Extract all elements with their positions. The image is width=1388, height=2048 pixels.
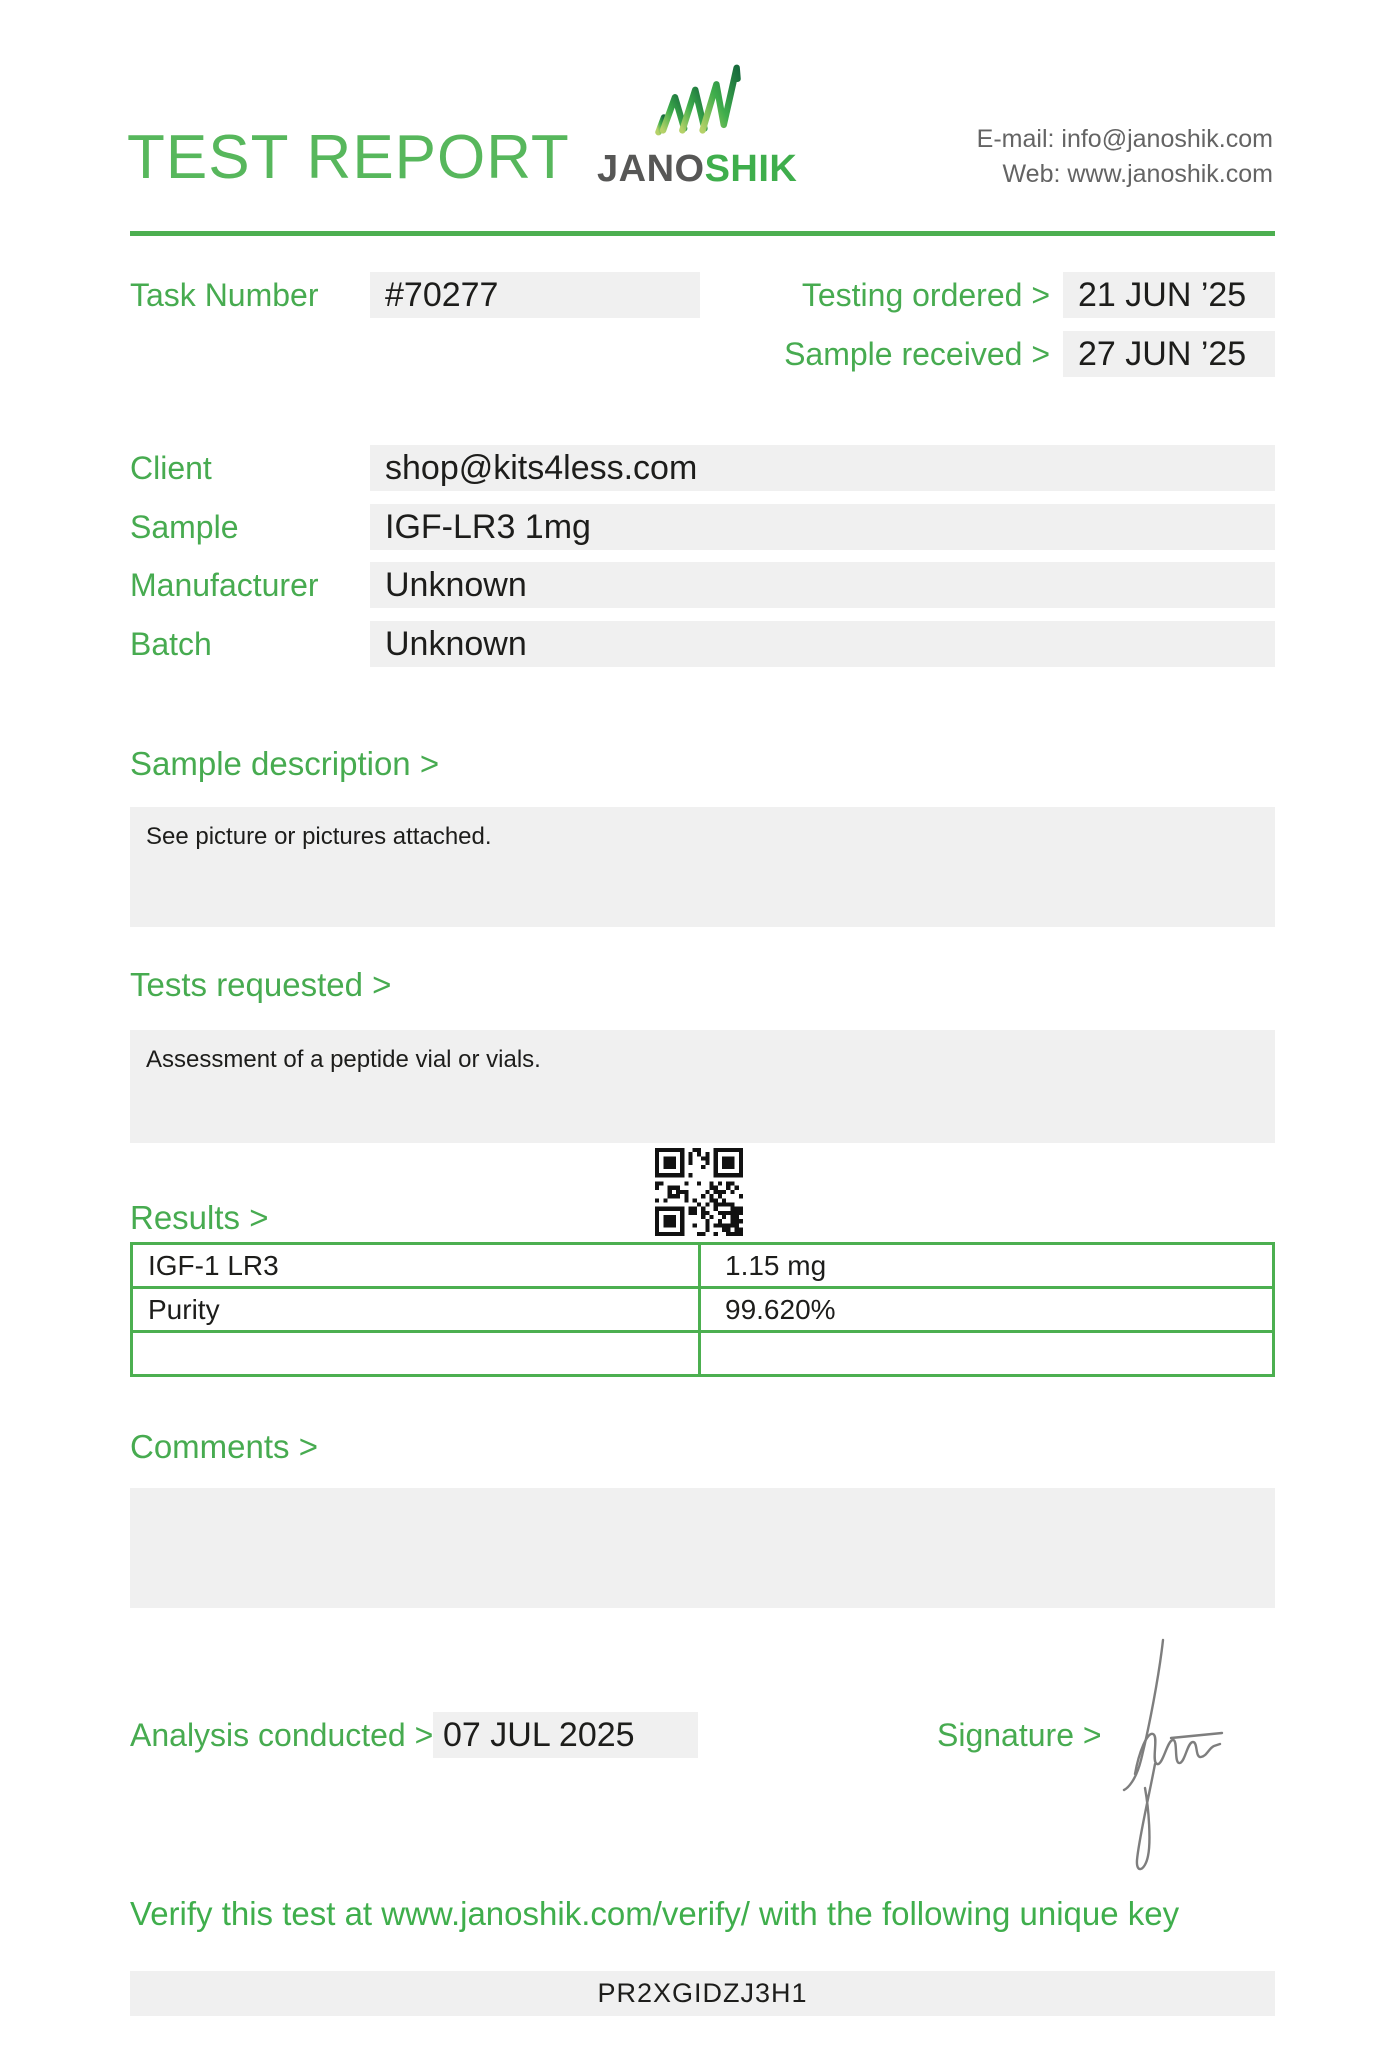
field-label-manufacturer: Manufacturer <box>130 567 319 603</box>
section-heading-results: Results > <box>130 1199 269 1236</box>
logo-word-dark: JANO <box>597 148 705 190</box>
results-table <box>130 1242 1275 1377</box>
janoshik-logo-icon <box>652 60 744 140</box>
field-value-client: shop@kits4less.com <box>385 449 698 487</box>
sample-description-box <box>130 807 1275 927</box>
task-number-value-box <box>370 272 700 318</box>
field-label-batch: Batch <box>130 626 212 662</box>
verify-text: Verify this test at www.janoshik.com/verify/ with the following unique key <box>130 1895 1180 1932</box>
analysis-conducted-label: Analysis conducted > <box>130 1717 434 1753</box>
result-value-cell <box>700 1332 1274 1376</box>
verify-key: PR2XGIDZJ3H1 <box>597 1978 808 2008</box>
header-divider <box>130 231 1275 236</box>
tests-requested-text: Assessment of a peptide vial or vials. <box>146 1046 541 1073</box>
field-value-manufacturer: Unknown <box>385 566 527 604</box>
signature-label: Signature > <box>937 1717 1102 1753</box>
result-value-cell: 99.620% <box>700 1288 1274 1332</box>
comments-box <box>130 1488 1275 1608</box>
result-name-cell: Purity <box>132 1288 700 1332</box>
testing-ordered-value-box <box>1063 272 1275 318</box>
verify-key-box <box>130 1971 1275 2016</box>
table-row <box>132 1288 1274 1332</box>
result-name-cell <box>132 1332 700 1376</box>
field-value-box-sample <box>370 504 1275 550</box>
analysis-date-box <box>433 1712 698 1758</box>
page-title: TEST REPORT <box>127 123 570 192</box>
logo-word-green: SHIK <box>704 148 798 190</box>
contact-email: E-mail: info@janoshik.com <box>976 125 1273 153</box>
signature-image <box>1115 1628 1230 1888</box>
sample-received-value: 27 JUN ’25 <box>1078 335 1247 373</box>
analysis-date-value: 07 JUL 2025 <box>443 1716 635 1754</box>
task-number-label: Task Number <box>130 277 319 313</box>
field-value-box-client <box>370 445 1275 491</box>
table-row <box>132 1332 1274 1376</box>
field-value-sample: IGF-LR3 1mg <box>385 508 591 546</box>
field-value-box-manufacturer <box>370 562 1275 608</box>
result-value-cell: 1.15 mg <box>700 1244 1274 1288</box>
testing-ordered-label: Testing ordered > <box>801 277 1050 313</box>
table-row <box>132 1244 1274 1288</box>
qr-code <box>655 1148 743 1236</box>
sample-description-text: See picture or pictures attached. <box>146 823 492 850</box>
field-value-box-batch <box>370 621 1275 667</box>
field-label-sample: Sample <box>130 509 239 545</box>
contact-block <box>800 122 1273 192</box>
result-name-cell: IGF-1 LR3 <box>132 1244 700 1288</box>
field-label-client: Client <box>130 450 212 486</box>
testing-ordered-value: 21 JUN ’25 <box>1078 276 1247 314</box>
tests-requested-box <box>130 1030 1275 1143</box>
field-value-batch: Unknown <box>385 625 527 663</box>
task-number-value: #70277 <box>385 276 499 314</box>
section-heading-tests-requested: Tests requested > <box>130 966 392 1003</box>
section-heading-comments: Comments > <box>130 1428 318 1465</box>
sample-received-label: Sample received > <box>784 336 1050 372</box>
contact-web: Web: www.janoshik.com <box>1002 160 1273 188</box>
section-heading-sample-description: Sample description > <box>130 745 440 782</box>
sample-received-value-box <box>1063 331 1275 377</box>
janoshik-logo-text <box>597 148 797 191</box>
